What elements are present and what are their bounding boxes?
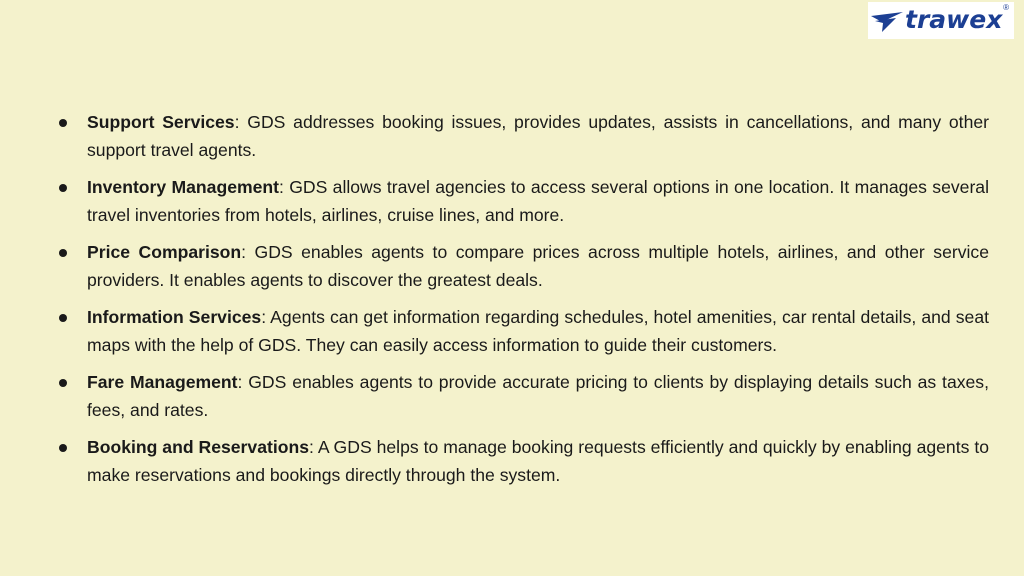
item-term: Support Services xyxy=(87,112,235,132)
list-item-information-services xyxy=(56,304,989,359)
list-item-support-services xyxy=(56,109,989,164)
bullet-icon xyxy=(59,249,67,257)
bullet-icon xyxy=(59,444,67,452)
list-item-inventory-management xyxy=(56,174,989,229)
list-item-fare-management xyxy=(56,369,989,424)
item-term: Information Services xyxy=(87,307,262,327)
bullet-icon xyxy=(59,314,67,322)
item-term: Price Comparison xyxy=(87,242,242,262)
bullet-icon xyxy=(59,119,67,127)
item-description: : GDS addresses booking issues, provides updates, assists in cancellations, and many other support travel agents. xyxy=(87,112,989,160)
item-term: Booking and Reservations xyxy=(87,437,310,457)
list-item-price-comparison xyxy=(56,239,989,294)
bullet-icon xyxy=(59,184,67,192)
item-description: : GDS allows travel agencies to access several options in one location. It manages several travel inventories from hotels, airlines, cruise lines, and more. xyxy=(87,177,989,225)
registered-mark: ® xyxy=(1003,3,1009,12)
item-description: : Agents can get information regarding schedules, hotel amenities, car rental details, and seat maps with the help of GDS. They can easily access information to guide their customers. xyxy=(87,307,989,355)
item-description: : GDS enables agents to provide accurate pricing to clients by displaying details such as taxes, fees, and rates. xyxy=(87,372,989,420)
item-term: Inventory Management xyxy=(87,177,280,197)
item-description: : A GDS helps to manage booking requests efficiently and quickly by enabling agents to make reservations and bookings directly through the system. xyxy=(87,437,989,485)
logo-wordmark: trawex xyxy=(905,5,1003,34)
list-item-booking-reservations xyxy=(56,434,989,489)
bullet-icon xyxy=(59,379,67,387)
trawex-logo xyxy=(868,2,1014,39)
item-term: Fare Management xyxy=(87,372,238,392)
item-description: : GDS enables agents to compare prices across multiple hotels, airlines, and other service providers. It enables agents to discover the greatest deals. xyxy=(87,242,990,290)
plane-swoosh-icon xyxy=(870,8,904,34)
bullet-list xyxy=(56,109,989,499)
